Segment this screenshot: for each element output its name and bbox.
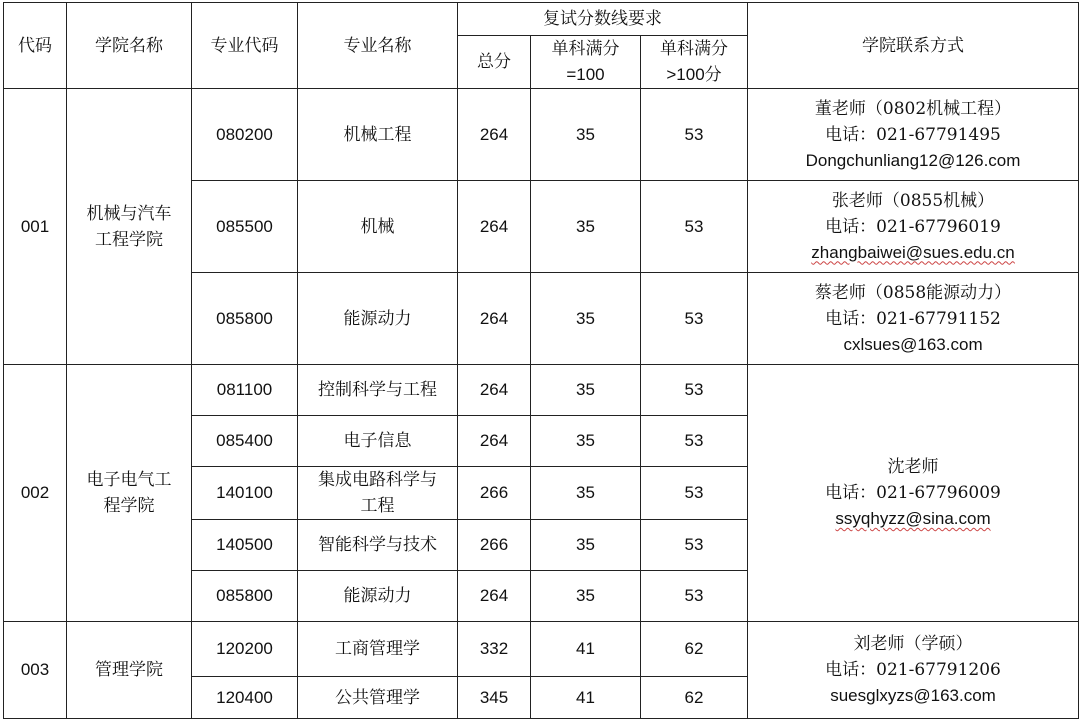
college-name: 管理学院 [67, 622, 192, 719]
score-single-100: 41 [531, 622, 641, 677]
score-single-gt100: 53 [641, 181, 748, 273]
score-single-gt100: 53 [641, 89, 748, 181]
score-single-100: 35 [531, 416, 641, 467]
header-row-1 [4, 3, 1079, 36]
contact-cell [748, 181, 1079, 273]
score-single-100: 35 [531, 571, 641, 622]
header-total: 总分 [458, 36, 531, 89]
score-single-gt100: 53 [641, 571, 748, 622]
contact-teacher: 沈老师 [887, 457, 939, 477]
score-total: 264 [458, 89, 531, 181]
contact-cell [748, 365, 1079, 622]
score-single-100: 41 [531, 677, 641, 719]
major-name: 电子信息 [298, 416, 458, 467]
header-single-gt100-line1: 单科满分 [660, 39, 729, 59]
score-single-gt100: 53 [641, 520, 748, 571]
contact-email: suesglxyzs@163.com [830, 686, 996, 705]
table-row [4, 365, 1079, 416]
contact-email: Dongchunliang12@126.com [805, 150, 1021, 170]
college-code: 001 [4, 89, 67, 365]
contact-cell [748, 89, 1079, 181]
college-name-line: 工程学院 [95, 229, 163, 250]
contact-cell [748, 273, 1079, 365]
score-single-gt100: 53 [641, 273, 748, 365]
score-total: 264 [458, 273, 531, 365]
score-single-gt100: 53 [641, 467, 748, 520]
contact-teacher: 蔡老师（0858能源动力） [814, 282, 1012, 303]
score-total: 345 [458, 677, 531, 719]
major-name: 能源动力 [298, 273, 458, 365]
header-single-gt100-line2: >100分 [666, 65, 722, 84]
contact-phone: 电话：021-67796009 [825, 483, 1001, 503]
score-table [3, 2, 1079, 719]
score-single-gt100: 53 [641, 416, 748, 467]
major-name [298, 467, 458, 520]
header-major-code: 专业代码 [192, 3, 298, 89]
contact-phone: 电话：021-67796019 [825, 216, 1001, 237]
contact-email: cxlsues@163.com [843, 334, 983, 354]
college-name [67, 89, 192, 365]
contact-phone: 电话：021-67791495 [825, 124, 1001, 145]
major-code: 085800 [192, 571, 298, 622]
major-code: 081100 [192, 365, 298, 416]
major-name: 智能科学与技术 [298, 520, 458, 571]
college-name-line: 电子电气工 [86, 470, 172, 490]
table-row [4, 89, 1079, 181]
header-single-100 [531, 36, 641, 89]
college-name-line: 程学院 [103, 496, 155, 516]
score-single-100: 35 [531, 181, 641, 273]
header-college-name: 学院名称 [67, 3, 192, 89]
contact-email: ssyqhyzz@sina.com [835, 509, 991, 528]
major-name: 机械工程 [298, 89, 458, 181]
score-total: 264 [458, 365, 531, 416]
major-name: 控制科学与工程 [298, 365, 458, 416]
contact-phone: 电话：021-67791206 [825, 660, 1001, 680]
score-single-100: 35 [531, 520, 641, 571]
contact-teacher: 刘老师（学硕） [853, 634, 973, 654]
major-name-line: 集成电路科学与 [318, 470, 437, 490]
header-single-100-line1: 单科满分 [551, 39, 620, 59]
college-code: 002 [4, 365, 67, 622]
major-code: 085500 [192, 181, 298, 273]
header-single-100-line2: =100 [566, 65, 605, 84]
score-total: 264 [458, 416, 531, 467]
major-name: 工商管理学 [298, 622, 458, 677]
contact-cell [748, 622, 1079, 719]
major-code: 120400 [192, 677, 298, 719]
table-row [4, 622, 1079, 677]
score-total: 266 [458, 520, 531, 571]
score-single-gt100: 62 [641, 622, 748, 677]
college-name [67, 365, 192, 622]
header-contact: 学院联系方式 [748, 3, 1079, 89]
score-single-100: 35 [531, 467, 641, 520]
major-name: 能源动力 [298, 571, 458, 622]
major-code: 120200 [192, 622, 298, 677]
score-single-gt100: 62 [641, 677, 748, 719]
contact-phone: 电话：021-67791152 [825, 308, 1001, 329]
major-code: 085800 [192, 273, 298, 365]
contact-email: zhangbaiwei@sues.edu.cn [811, 242, 1015, 262]
score-total: 264 [458, 181, 531, 273]
major-name-line: 工程 [360, 496, 395, 516]
major-name: 公共管理学 [298, 677, 458, 719]
major-code: 085400 [192, 416, 298, 467]
college-name-line: 机械与汽车 [86, 203, 172, 224]
header-score-requirement: 复试分数线要求 [458, 3, 748, 36]
score-single-gt100: 53 [641, 365, 748, 416]
major-code: 140100 [192, 467, 298, 520]
score-total: 266 [458, 467, 531, 520]
header-major-name: 专业名称 [298, 3, 458, 89]
score-single-100: 35 [531, 89, 641, 181]
college-code: 003 [4, 622, 67, 719]
score-total: 332 [458, 622, 531, 677]
major-code: 080200 [192, 89, 298, 181]
score-single-100: 35 [531, 273, 641, 365]
header-code: 代码 [4, 3, 67, 89]
major-name: 机械 [298, 181, 458, 273]
header-single-gt100 [641, 36, 748, 89]
contact-teacher: 董老师（0802机械工程） [814, 98, 1012, 119]
score-single-100: 35 [531, 365, 641, 416]
major-code: 140500 [192, 520, 298, 571]
score-total: 264 [458, 571, 531, 622]
contact-teacher: 张老师（0855机械） [831, 190, 995, 211]
